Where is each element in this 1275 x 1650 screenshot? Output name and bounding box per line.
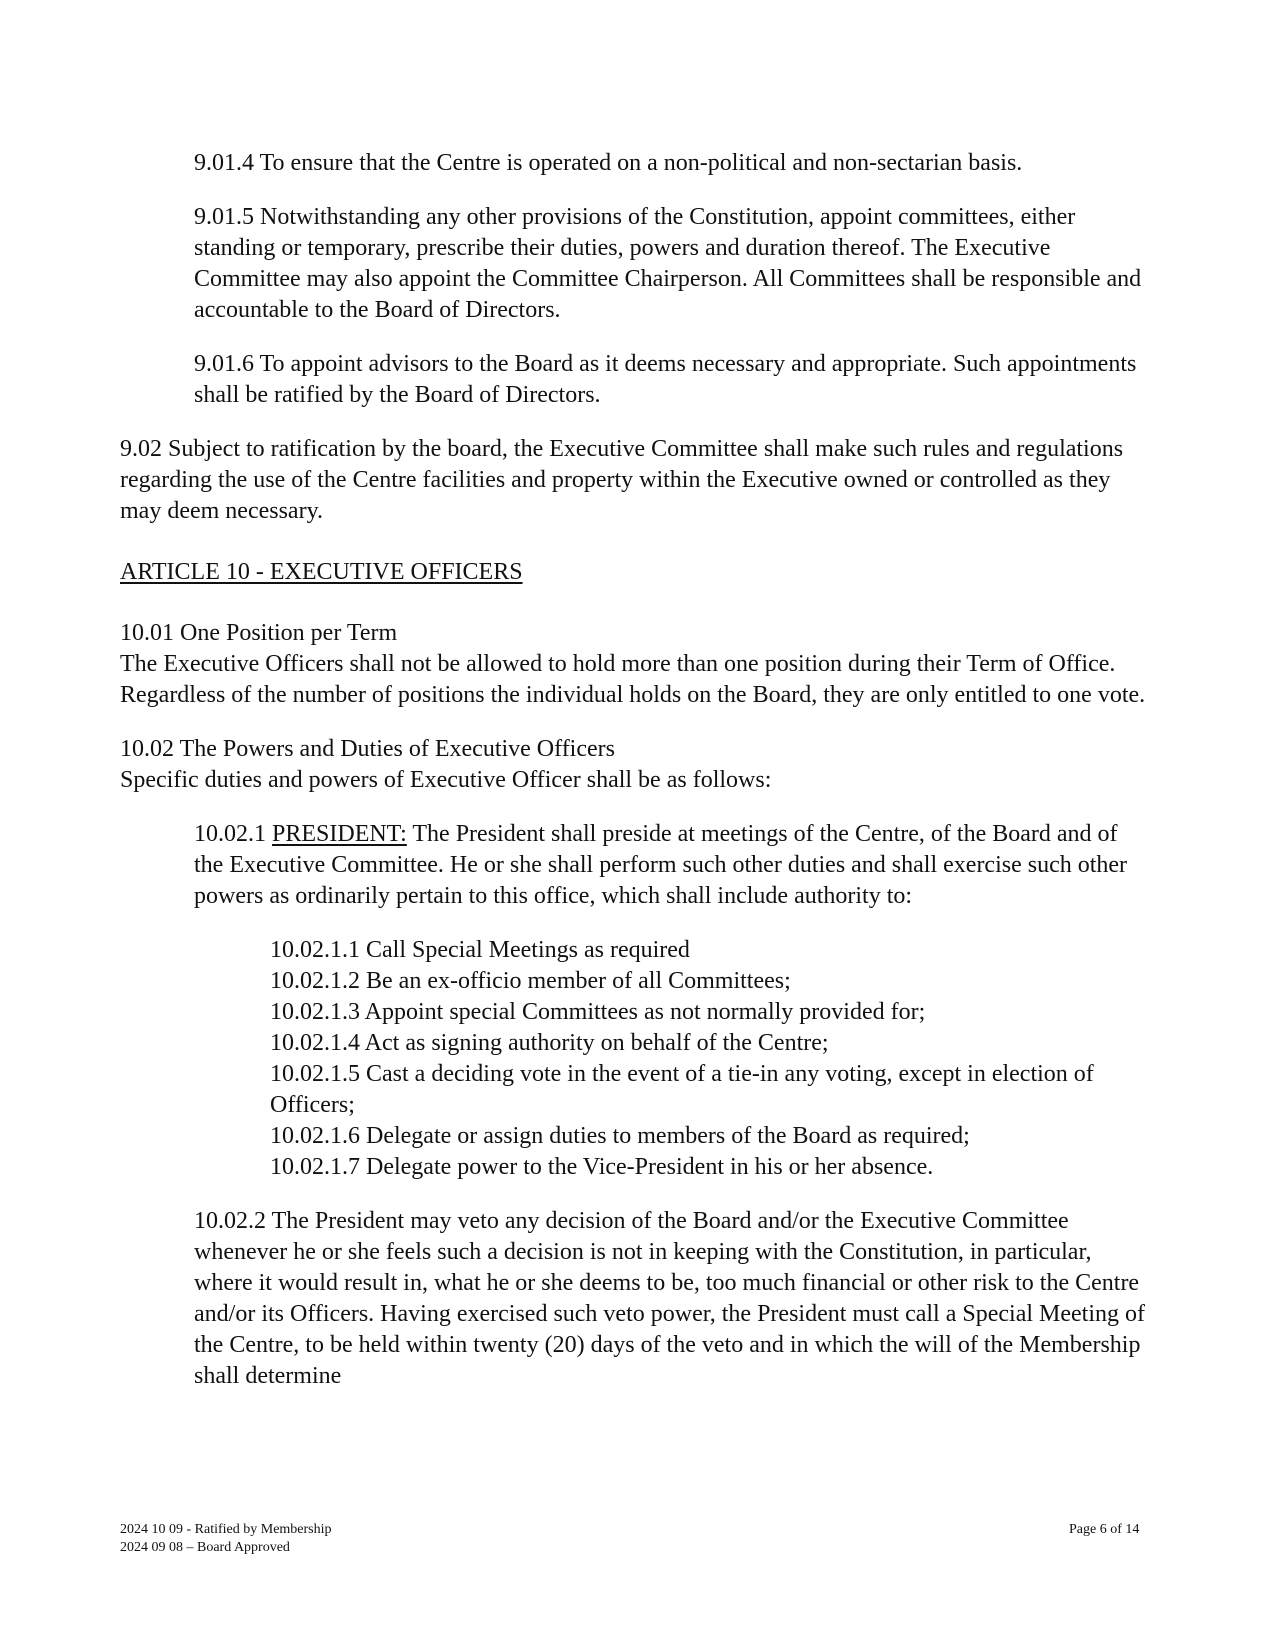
footer-ratified-line: 2024 10 09 - Ratified by Membership [120, 1522, 332, 1537]
clause-9-01-4: 9.01.4 To ensure that the Centre is operated on a non-political and non-sectarian basis. [194, 150, 1023, 176]
clause-9-02: 9.02 Subject to ratification by the board, the Executive Committee shall make such rules and regulations regarding the use of the Centre facilities and property within the Executive owned or controlled as they may deem necessary. [120, 436, 1124, 524]
list-item: 10.02.1.6 Delegate or assign duties to members of the Board as required; [270, 1123, 970, 1149]
list-item: 10.02.1.2 Be an ex-officio member of all Committees; [270, 968, 791, 994]
clause-9-01-6: 9.01.6 To appoint advisors to the Board as it deems necessary and appropriate. Such appointments shall be ratified by the Board of Directors. [194, 351, 1137, 408]
footer-revision-info [120, 1521, 332, 1557]
list-item: 10.02.1.4 Act as signing authority on behalf of the Centre; [270, 1030, 829, 1056]
clause-9-01-5: 9.01.5 Notwithstanding any other provisions of the Constitution, appoint committees, either standing or temporary, prescribe their duties, powers and duration thereof. The Executive Committee may also appoint the Committee Chairperson. All Committees shall be responsible and accountable to the Board of Directors. [194, 204, 1142, 323]
president-label: PRESIDENT: [272, 821, 407, 847]
clause-10-02-1-number: 10.02.1 [194, 821, 266, 847]
list-item: 10.02.1.1 Call Special Meetings as required [270, 937, 690, 963]
section-10-01-title: 10.01 One Position per Term [120, 620, 398, 646]
clause-10-02-1-text: The President shall preside at meetings of the Centre, of the Board and of the Executive Committee. He or she shall perform such other duties and shall exercise such other powers as ordinarily pertain to this office, which shall include authority to: [194, 821, 1128, 909]
page-number: Page 6 of 14 [1069, 1522, 1140, 1537]
section-10-02-text: Specific duties and powers of Executive Officer shall be as follows: [120, 767, 772, 793]
clause-10-02-2: 10.02.2 The President may veto any decision of the Board and/or the Executive Committee whenever he or she feels such a decision is not in keeping with the Constitution, in particular, where it would result in, what he or she deems to be, too much financial or other risk to the Centre and/or its Officers. Having exercised such veto power, the President must call a Special Meeting of the Centre, to be held within twenty (20) days of the veto and in which the will of the Membership shall determine [194, 1208, 1145, 1389]
list-item: 10.02.1.7 Delegate power to the Vice-President in his or her absence. [270, 1154, 934, 1180]
section-10-02-title: 10.02 The Powers and Duties of Executive Officers [120, 736, 615, 762]
section-10-01-text: The Executive Officers shall not be allowed to hold more than one position during their Term of Office. Regardless of the number of positions the individual holds on the Board, they are only entitled to one vote. [120, 651, 1146, 708]
president-authority-list [120, 935, 1150, 1183]
list-item: 10.02.1.3 Appoint special Committees as not normally provided for; [270, 999, 926, 1025]
footer-approved-line: 2024 09 08 – Board Approved [120, 1540, 290, 1555]
clause-10-02-1 [120, 819, 1150, 912]
document-body [120, 148, 1150, 1392]
article-10-heading: ARTICLE 10 - EXECUTIVE OFFICERS [120, 559, 523, 585]
list-item: 10.02.1.5 Cast a deciding vote in the event of a tie-in any voting, except in election of Officers; [270, 1061, 1094, 1118]
